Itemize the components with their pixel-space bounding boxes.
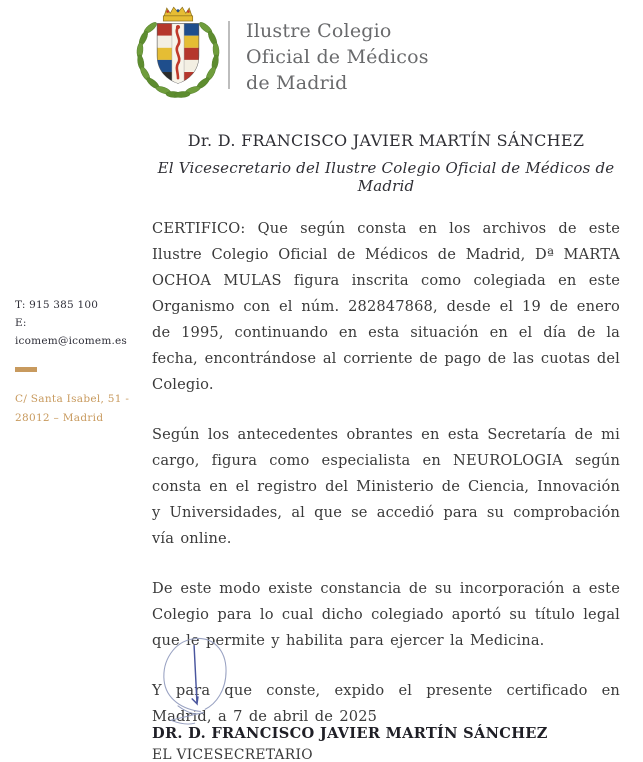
signature-ink xyxy=(152,634,242,726)
paragraph-incorporation: De este modo existe constancia de su incorporación a este Colegio para lo cual dicho colegiado aportó su título legal que le permite y habilita para ejercer la Medicina. xyxy=(152,580,620,649)
contact-email: E: icomem@icomem.es xyxy=(15,317,128,347)
org-name xyxy=(246,18,429,96)
recipient-subtitle: El Vicesecretario del Ilustre Colegio Oficial de Médicos de Madrid xyxy=(157,159,615,195)
org-name-line-3: de Madrid xyxy=(246,72,348,94)
org-name-line-2: Oficial de Médicos xyxy=(246,46,429,68)
address-line-1: C/ Santa Isabel, 51 - xyxy=(15,393,130,405)
signer-role: EL VICESECRETARIO xyxy=(152,747,313,762)
icomem-crest-logo xyxy=(126,2,230,104)
letterhead xyxy=(0,0,643,110)
contact-phone: T: 915 385 100 xyxy=(15,299,99,311)
org-name-line-1: Ilustre Colegio xyxy=(246,20,392,42)
handwritten-signature xyxy=(152,634,242,726)
signer-name: DR. D. FRANCISCO JAVIER MARTÍN SÁNCHEZ xyxy=(152,725,548,742)
accent-bar xyxy=(15,367,37,372)
paragraph-certification: CERTIFICO: Que según consta en los archivos de este Ilustre Colegio Oficial de Médicos de Madrid, Dª MARTA OCHOA MULAS figura inscrita como colegiada en este Organismo con el núm. 282847868, desde el 19 de enero de 1995, continuando en esta situación en el día de la fecha, encontrándose al corriente de pago de las cuotas del Colegio. xyxy=(152,220,620,393)
paragraph-closing: Y para que conste, expido el presente certificado en Madrid, a 7 de abril de 2025 xyxy=(152,682,620,725)
contact-sidebar xyxy=(15,296,140,428)
paragraph-specialty: Según los antecedentes obrantes en esta Secretaría de mi cargo, figura como especialista en NEUROLOGIA según consta en el registro del Ministerio de Ciencia, Innovación y Universidades, al que se accedió para su comprobación vía online. xyxy=(152,426,620,547)
address-line-2: 28012 – Madrid xyxy=(15,412,104,424)
header-divider xyxy=(228,21,230,89)
recipient-title: Dr. D. FRANCISCO JAVIER MARTÍN SÁNCHEZ xyxy=(187,131,585,150)
